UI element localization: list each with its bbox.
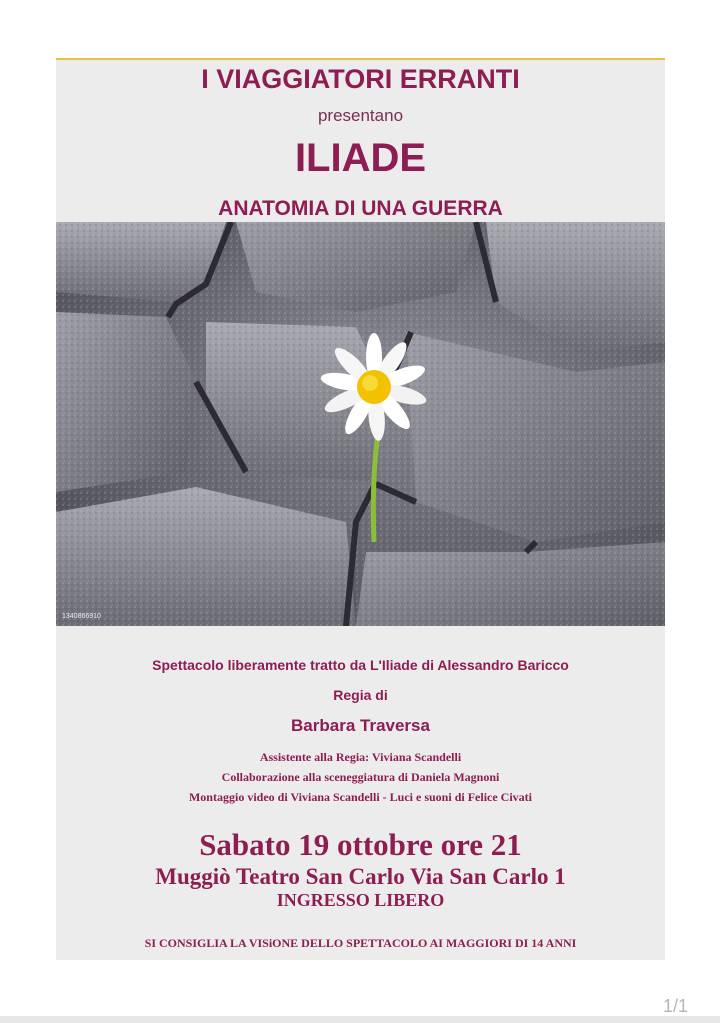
assistant-credit: Assistente alla Regia: Viviana Scandelli (259, 750, 462, 764)
video-lights-credit: Montaggio video di Viviana Scandelli - Luci e suoni di Felice Civati (188, 790, 533, 804)
page-indicator: 1/1 (662, 996, 688, 1016)
age-note: SI CONSIGLIA LA VISiONE DELLO SPETTACOLO AI MAGGIORI DI 14 ANNI (144, 936, 577, 950)
show-date: Sabato 19 ottobre ore 21 (199, 827, 522, 862)
entry-note: INGRESSO LIBERO (276, 890, 445, 910)
adaptation-credit: Spettacolo liberamente tratto da L'Iliade di Alessandro Baricco (152, 657, 569, 673)
bottom-strip (0, 1016, 720, 1023)
director-name: Barbara Traversa (291, 716, 430, 735)
script-credit: Collaborazione alla sceneggiatura di Daniela Magnoni (221, 770, 500, 784)
photo-caption: 1340866910 (62, 613, 101, 620)
company-name: I VIAGGIATORI ERRANTI (201, 64, 520, 94)
direction-label: Regia di (333, 687, 388, 703)
show-venue: Muggiò Teatro San Carlo Via San Carlo 1 (155, 864, 566, 889)
daisy-cracked-earth-photo (56, 222, 665, 626)
show-title: ILIADE (294, 136, 427, 180)
photo-illustration (56, 222, 665, 626)
presents-text: presentano (317, 106, 404, 125)
show-subtitle: ANATOMIA DI UNA GUERRA (218, 197, 503, 220)
poster (56, 58, 665, 960)
